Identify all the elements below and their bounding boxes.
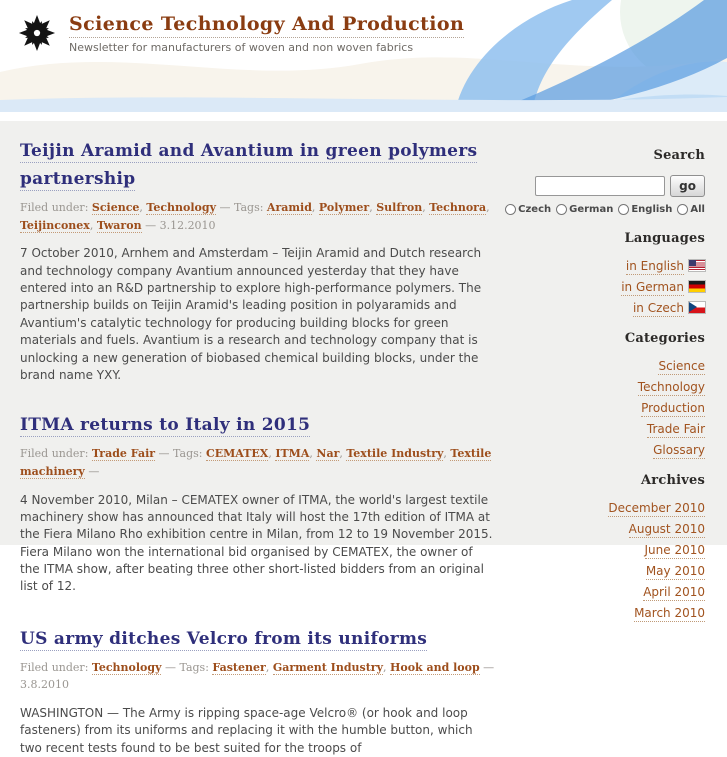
meta-tags-label: Tags: [233, 201, 267, 214]
archive-item [535, 605, 705, 620]
category-item [535, 442, 705, 457]
language-link[interactable]: in German [621, 280, 684, 294]
radio-label: German [569, 204, 614, 215]
archive-item [535, 521, 705, 536]
radio-label: All [690, 204, 705, 215]
meta-tag-link[interactable]: Polymer [318, 201, 370, 214]
search-form [535, 175, 705, 197]
meta-tag-link[interactable]: Nar [316, 447, 340, 461]
post-meta: Filed under: Trade Fair — Tags: CEMATEX, ITMA, Nar, Textile Industry, Textile machinery — [20, 447, 492, 478]
meta-tag-link[interactable]: CEMATEX [205, 447, 269, 461]
language-item [535, 258, 705, 273]
category-link[interactable]: Production [641, 401, 705, 415]
post-title [20, 622, 529, 650]
categories-list [535, 358, 705, 457]
de-flag-icon [689, 281, 705, 292]
category-item [535, 379, 705, 394]
category-link[interactable]: Glossary [653, 443, 705, 457]
go-button[interactable]: go [670, 175, 705, 197]
meta-tag-link[interactable]: Textile Industry [346, 447, 444, 461]
post-meta: Filed under: Technology — Tags: Fastener, Garment Industry, Hook and loop — 3.8.2010 [20, 660, 495, 692]
meta-filed-label: Filed under: [20, 447, 92, 461]
radio-german[interactable] [556, 204, 567, 215]
us-flag-icon [689, 260, 705, 271]
meta-tag-link[interactable]: ITMA [275, 447, 310, 461]
cz-flag-icon [689, 302, 705, 313]
archive-link[interactable]: May 2010 [645, 564, 705, 578]
post-body: 4 November 2010, Milan – CEMATEX owner of ITMA, the world's largest textile machinery show has announced that Italy will host the 17th edition of ITMA at the Fiera Milano Rho exhibition centre in Milan, from 12 to 19 November 2015. Fiera Milano won the international bid organised by CEMATEX, the owner of the ITMA show, after beating three other short-listed bidders from an original list of 12. [20, 492, 493, 594]
archives-heading: Archives [641, 473, 705, 488]
meta-filed-label: Filed under: [20, 201, 92, 214]
blog-post [20, 622, 529, 757]
radio-label: English [631, 204, 673, 215]
sidebar [518, 121, 727, 620]
meta-date: 3.12.2010 [156, 218, 216, 232]
archive-item [535, 500, 705, 515]
meta-tag-link[interactable]: Garment Industry [272, 660, 383, 674]
site-title-link[interactable] [69, 15, 464, 34]
archive-item [535, 584, 705, 599]
archive-link[interactable]: March 2010 [634, 606, 705, 620]
category-item [535, 421, 705, 436]
post-title-link[interactable]: US army ditches Velcro from its uniforms [20, 628, 428, 649]
category-link[interactable]: Science [658, 359, 705, 373]
radio-option-english[interactable] [618, 204, 672, 215]
meta-tag-link[interactable]: Technora [429, 201, 487, 214]
radio-option-czech[interactable] [505, 204, 551, 215]
category-item [535, 358, 705, 373]
post-title [20, 408, 529, 436]
meta-tag-link[interactable]: Textile machinery [20, 447, 492, 478]
archives-list [535, 500, 705, 620]
category-link[interactable]: Trade Fair [646, 422, 705, 436]
site-logo-link[interactable] [18, 13, 56, 57]
meta-tag-link[interactable]: Sulfron [376, 201, 423, 214]
content-area [0, 121, 727, 755]
meta-tags-label: Tags: [179, 660, 213, 674]
meta-tag-link[interactable]: Aramid [266, 201, 312, 214]
meta-tag-link[interactable]: Hook and loop [389, 660, 480, 674]
post-body: WASHINGTON — The Army is ripping space-age Velcro® (or hook and loop fasteners) from its uniforms and replacing it with the humble button, which two recent tests found to be best suited for the troops of [20, 706, 473, 755]
radio-czech[interactable] [505, 204, 516, 215]
meta-tag-link[interactable]: Twaron [96, 218, 142, 232]
main-column [0, 121, 535, 755]
search-input[interactable] [535, 176, 665, 196]
languages-list [535, 258, 705, 315]
meta-category-link[interactable]: Technology [146, 201, 216, 214]
post-meta: Filed under: Science, Technology — Tags: Aramid, Polymer, Sulfron, Technora, Teijinconex, Twaron — 3.12.2010 [20, 201, 490, 232]
languages-heading: Languages [624, 231, 705, 246]
meta-date: 3.8.2010 [20, 678, 69, 692]
category-item [535, 400, 705, 415]
radio-label: Czech [518, 204, 552, 215]
post-title-link[interactable]: Teijin Aramid and Avantium in green polymers partnership [20, 141, 478, 189]
language-link[interactable]: in English [625, 259, 684, 273]
meta-tag-link[interactable]: Teijinconex [20, 218, 90, 232]
archive-link[interactable]: June 2010 [644, 543, 705, 557]
language-filter-radios [518, 204, 705, 215]
archive-item [535, 563, 705, 578]
blog-post [20, 408, 529, 596]
category-link[interactable]: Technology [637, 380, 705, 394]
search-heading: Search [653, 148, 705, 163]
categories-heading: Categories [624, 331, 705, 346]
language-item [535, 279, 705, 294]
archive-link[interactable]: December 2010 [608, 501, 705, 515]
blog-post [20, 134, 529, 384]
radio-option-german[interactable] [556, 204, 613, 215]
meta-category-link[interactable]: Trade Fair [91, 447, 156, 461]
site-tagline: Newsletter for manufacturers of woven and non woven fabrics [69, 41, 414, 54]
radio-english[interactable] [618, 204, 629, 215]
radio-option-all[interactable] [677, 204, 705, 215]
meta-tag-link[interactable]: Fastener [212, 660, 266, 674]
meta-category-link[interactable]: Technology [91, 660, 162, 674]
site-brand [18, 13, 464, 57]
post-body: 7 October 2010, Arnhem and Amsterdam – Teijin Aramid and Dutch research and technology company Avantium announced yesterday that they have entered into an R&D partnership to explore high-performance polymers. The partnership builds on Teijin Aramid's leading position in polyaramids and Avantium's catalytic technology for producing building blocks for green materials and fuels. Avantium is a research and technology company that is unlocking a new generation of biobased chemical building blocks, under the brand name YXY. [20, 246, 482, 382]
meta-tags-label: Tags: [173, 447, 206, 461]
meta-filed-label: Filed under: [20, 660, 92, 674]
site-title: Science Technology And Production [69, 13, 464, 38]
archive-link[interactable]: April 2010 [643, 585, 705, 599]
radio-all[interactable] [677, 204, 688, 215]
language-link[interactable]: in Czech [632, 301, 684, 315]
meta-category-link[interactable]: Science [91, 201, 140, 214]
language-item [535, 300, 705, 315]
post-title-link[interactable]: ITMA returns to Italy in 2015 [20, 415, 311, 436]
post-title [20, 134, 529, 190]
archive-item [535, 542, 705, 557]
page-header [0, 0, 727, 112]
starburst-logo-icon [18, 13, 56, 53]
archive-link[interactable]: August 2010 [628, 522, 705, 536]
